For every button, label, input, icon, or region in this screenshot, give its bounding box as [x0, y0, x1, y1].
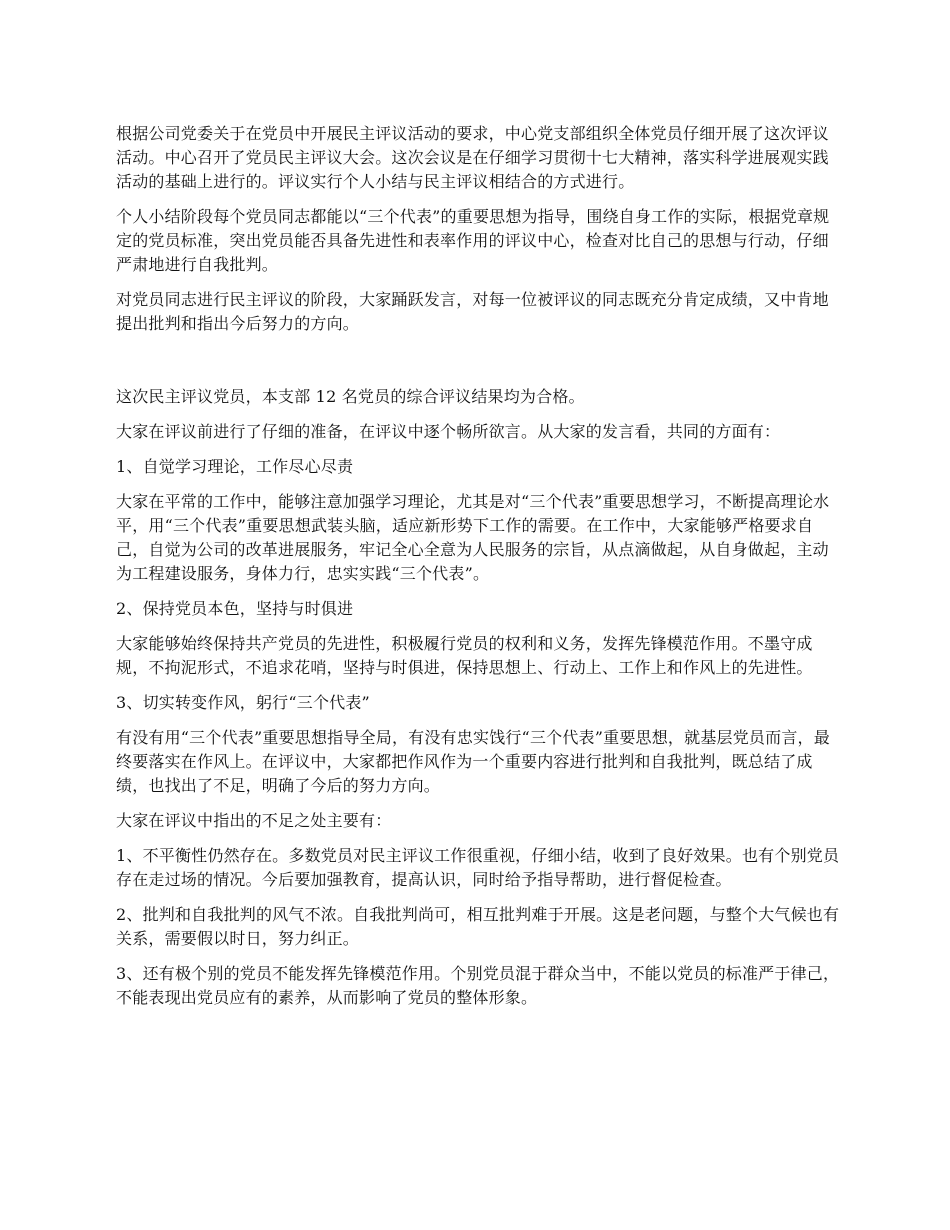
section-heading: 2、保持党员本色，坚持与时俱进: [116, 599, 354, 618]
paragraph: 大家在评议前进行了仔细的准备，在评议中逐个畅所欲言。从大家的发言看，共同的方面有：: [116, 422, 781, 441]
paragraph: 根据公司党委关于在党员中开展民主评议活动的要求，中心党支部组织全体党员仔细开展了这次评议活动。中心召开了党员民主评议大会。这次会议是在仔细学习贯彻十七大精神，落实科学进展观实践活动的基础上进行的。评议实行个人小结与民主评议相结合的方式进行。: [116, 124, 829, 191]
intro-section: [116, 122, 840, 336]
section-heading: 1、自觉学习理论，工作尽心尽责: [116, 457, 354, 476]
paragraph: 大家在平常的工作中，能够注意加强学习理论，尤其是对“三个代表”重要思想学习，不断提高理论水平，用“三个代表”重要思想武装头脑，适应新形势下工作的需要。在工作中，大家能够严格要求自己，自觉为公司的改革进展服务，牢记全心全意为人民服务的宗旨，从点滴做起，从自身做起，主动为工程建设服务，身体力行，忠实实践“三个代表”。: [116, 492, 830, 583]
paragraph: 个人小结阶段每个党员同志都能以“三个代表”的重要思想为指导，围绕自身工作的实际，根据党章规定的党员标准，突出党员能否具备先进性和表率作用的评议中心，检查对比自己的思想与行动，仔细严肃地进行自我批判。: [116, 207, 830, 274]
paragraph: 有没有用“三个代表”重要思想指导全局，有没有忠实饯行“三个代表”重要思想，就基层党员而言，最终要落实在作风上。在评议中，大家都把作风作为一个重要内容进行批判和自我批判，既总结了成绩，也找出了不足，明确了今后的努力方向。: [116, 728, 830, 795]
paragraph: 对党员同志进行民主评议的阶段，大家踊跃发言，对每一位被评议的同志既充分肯定成绩，又中肯地提出批判和指出今后努力的方向。: [116, 290, 829, 333]
paragraph: 这次民主评议党员，本支部 12 名党员的综合评议结果均为合格。: [116, 387, 585, 406]
numbered-item: 2、批判和自我批判的风气不浓。自我批判尚可，相互批判难于开展。这是老问题，与整个大气候也有关系，需要假以时日，努力纠正。: [116, 905, 840, 948]
section-gap: [116, 347, 840, 385]
document-page: [116, 122, 840, 1021]
paragraph: 大家能够始终保持共产党员的先进性，积极履行党员的权利和义务，发挥先锋模范作用。不墨守成规，不拘泥形式，不追求花哨，坚持与时俱进，保持思想上、行动上、工作上和作风上的先进性。: [116, 634, 813, 677]
section-heading: 3、切实转变作风，躬行“三个代表”: [116, 693, 370, 712]
paragraph: 大家在评议中指出的不足之处主要有：: [116, 811, 392, 830]
main-section: [116, 385, 840, 1010]
numbered-item: 3、还有极个别的党员不能发挥先锋模范作用。个别党员混于群众当中，不能以党员的标准严于律己，不能表现出党员应有的素养，从而影响了党员的整体形象。: [116, 964, 840, 1007]
numbered-item: 1、不平衡性仍然存在。多数党员对民主评议工作很重视，仔细小结，收到了良好效果。也有个别党员存在走过场的情况。今后要加强教育，提高认识，同时给予指导帮助，进行督促检查。: [116, 846, 840, 889]
